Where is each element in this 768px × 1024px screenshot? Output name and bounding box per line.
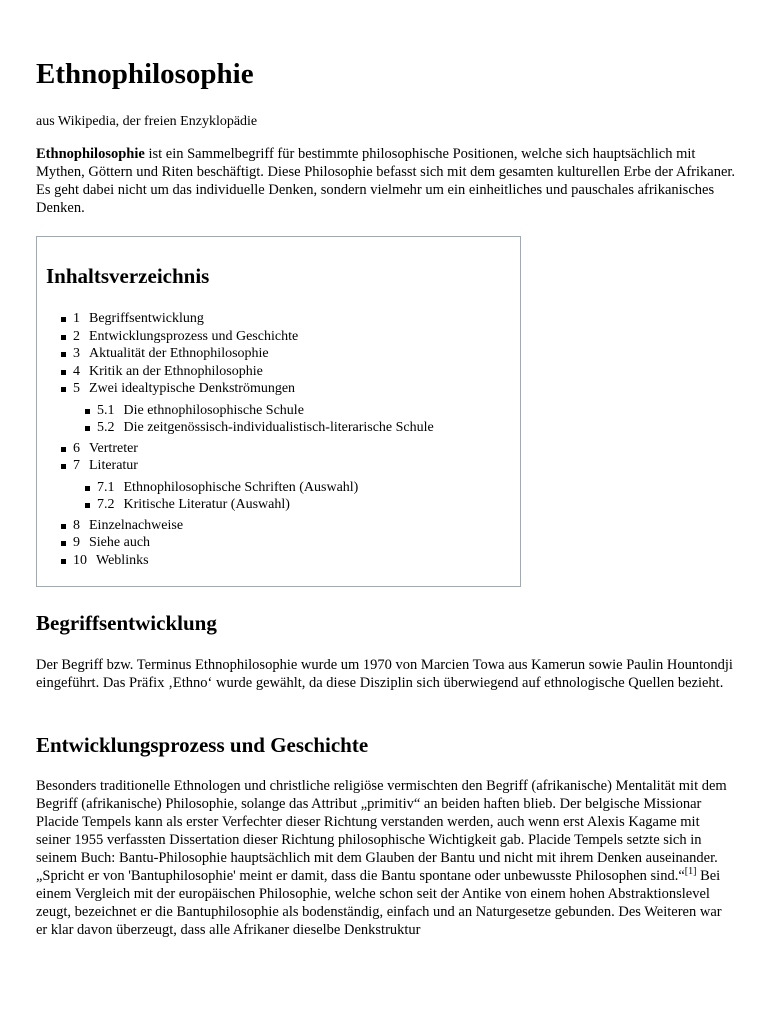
toc-item-number: 3 [73,346,80,361]
toc-item-number: 5.1 [97,402,115,418]
bullet-icon [61,387,66,392]
toc-subitem[interactable] [97,479,434,497]
toc-item-number: 10 [73,552,87,568]
toc-item-label[interactable]: Einzelnachweise [89,517,184,533]
toc-item-number: 8 [73,517,80,533]
intro-bold-term: Ethnophilosophie [36,146,145,162]
page-subtitle: aus Wikipedia, der freien Enzyklopädie [36,114,258,129]
toc-subitem[interactable] [97,496,434,514]
toc-item[interactable] [73,345,434,363]
paragraph-text: Besonders traditionelle Ethnologen und christliche religiöse vermischten den Begriff (afrikanische) Mentalität mit dem Begriff (afrikanische) Philosophie, solange das Attribut „primitiv“ an beiden haften blieb. Der belgische Missionar Placide Tempels kann als erster Verfechter dieser Richtung verstanden werden, auch wenn erst Alexis Kagame mit seiner 1955 verfassten Dissertation dieser Richtung philosophische Wichtigkeit gab. Placide Tempels setzte sich in seinem Buch: Bantu-Philosophie hauptsächlich mit dem Glauben der Bantu und nicht mit ihrem Denken auseinander. „Spricht er von 'Bantuphilosophie' meint er damit, dass die Bantu spontane oder unbewusste Philosophen sind.“ [36,778,727,884]
toc-item-number: 7 [73,458,80,473]
toc-item-label[interactable]: Ethnophilosophische Schriften (Auswahl) [123,479,359,495]
toc-item-label[interactable]: Weblinks [96,552,149,568]
toc-item-label[interactable]: Die zeitgenössisch-individualistisch-literarische Schule [123,420,434,435]
table-of-contents [36,236,521,587]
section-heading-begriffsentwicklung: Begriffsentwicklung [36,611,217,635]
toc-item-number: 1 [73,311,80,326]
toc-subitem[interactable] [97,402,434,420]
toc-item-label[interactable]: Kritik an der Ethnophilosophie [89,363,263,379]
toc-heading: Inhaltsverzeichnis [46,264,210,288]
toc-item[interactable] [73,363,434,381]
toc-item[interactable] [73,380,434,437]
toc-item-number: 7.1 [97,479,115,495]
toc-item-label[interactable]: Vertreter [89,440,138,456]
toc-item-number: 7.2 [97,497,115,512]
toc-item-number: 5 [73,381,80,396]
toc-item-label[interactable]: Siehe auch [89,535,151,550]
toc-item[interactable] [73,517,434,535]
toc-sublist [97,479,434,514]
bullet-icon [61,317,66,322]
intro-paragraph [36,145,736,217]
paragraph-text: Bei einem Vergleich mit der europäischen Philosophie, welche schon seit der Antike von einem hohen Abstraktionslevel zeugt, bezeichnet er die Bantuphilosophie als bodenständig, einfach und an Naturgesetze gebunden. Des Weiteren war er klar davon überzeugt, dass alle Afrikaner dieselbe Denkstruktur [36,868,722,938]
bullet-icon [61,370,66,375]
bullet-icon [85,409,90,414]
bullet-icon [85,486,90,491]
section-paragraph: Der Begriff bzw. Terminus Ethnophilosophie wurde um 1970 von Marcien Towa aus Kamerun sowie Paulin Hountondji eingeführt. Das Präfix ‚Ethno‘ wurde gewählt, da diese Disziplin sich überwiegend auf ethnologische Quellen bezieht. [36,657,733,691]
toc-item-label[interactable]: Zwei idealtypische Denkströmungen [89,381,296,396]
bullet-icon [61,335,66,340]
toc-item[interactable] [73,457,434,514]
intro-text: ist ein Sammelbegriff für bestimmte philosophische Positionen, welche sich hauptsächlich mit Mythen, Göttern und Riten beschäftigt. Diese Philosophie befasst sich mit dem gesamten kulturellen Erbe der Afrikaner. Es geht dabei nicht um das individuelle Denken, sondern vielmehr um ein einheitliches und pauschales afrikanisches Denken. [36,146,736,216]
toc-item-label[interactable]: Entwicklungsprozess und Geschichte [89,328,299,344]
toc-item-label[interactable]: Die ethnophilosophische Schule [123,402,304,418]
page-title: Ethnophilosophie [36,58,254,90]
bullet-icon [85,503,90,508]
bullet-icon [61,559,66,564]
toc-subitem[interactable] [97,419,434,437]
toc-item[interactable] [73,534,434,552]
reference-link[interactable]: [1] [684,866,697,878]
toc-item-number: 9 [73,535,80,550]
bullet-icon [61,524,66,529]
toc-item-label[interactable]: Begriffsentwicklung [89,311,204,326]
toc-item[interactable] [73,328,434,346]
toc-item-label[interactable]: Literatur [89,458,138,473]
bullet-icon [61,447,66,452]
bullet-icon [61,352,66,357]
toc-item-number: 2 [73,328,80,344]
toc-item-label[interactable]: Aktualität der Ethnophilosophie [89,346,269,361]
toc-item[interactable] [73,440,434,458]
bullet-icon [85,426,90,431]
toc-item-number: 5.2 [97,420,115,435]
toc-item-number: 6 [73,440,80,456]
toc-sublist [97,402,434,437]
toc-item-label[interactable]: Kritische Literatur (Auswahl) [123,497,290,512]
bullet-icon [61,541,66,546]
section-heading-entwicklungsprozess: Entwicklungsprozess und Geschichte [36,733,369,757]
bullet-icon [61,464,66,469]
toc-item-number: 4 [73,363,80,379]
section-paragraph [36,777,736,939]
toc-list [73,310,434,569]
toc-item[interactable] [73,310,434,328]
toc-item[interactable] [73,552,434,570]
